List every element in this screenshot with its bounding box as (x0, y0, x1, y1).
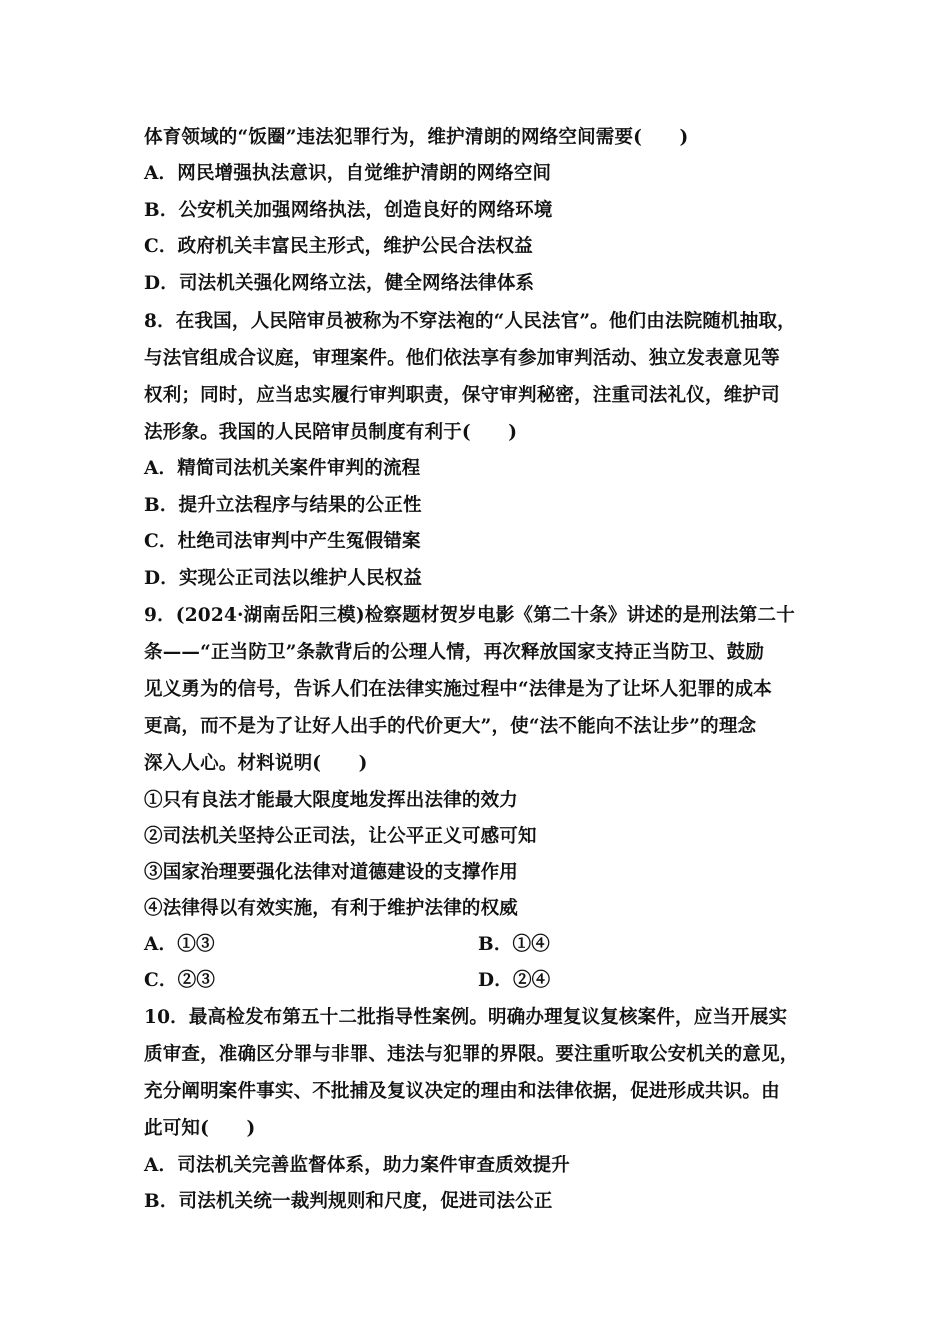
q9-stem-line-4: 更高，而不是为了让好人出手的代价更大”，使“法不能向不法让步”的理念 (144, 716, 757, 737)
q9-statement-3: ③国家治理要强化法律对道德建设的支撑作用 (144, 862, 519, 883)
q10-option-a: A．司法机关完善监督体系，助力案件审查质效提升 (144, 1155, 570, 1176)
q8-option-b: B．提升立法程序与结果的公正性 (144, 495, 422, 516)
q7-option-c: C．政府机关丰富民主形式，维护公民合法权益 (144, 236, 533, 257)
q8-option-d: D．实现公正司法以维护人民权益 (144, 568, 423, 589)
q8-stem-line-2: 与法官组成合议庭，审理案件。他们依法享有参加审判活动、独立发表意见等 (144, 348, 780, 369)
q9-option-b: B．①④ (478, 934, 550, 955)
q10-stem-line-4: 此可知( ) (144, 1118, 256, 1139)
q8-option-c: C．杜绝司法审判中产生冤假错案 (144, 531, 421, 552)
q7-stem-tail: 体育领域的“饭圈”违法犯罪行为，维护清朗的网络空间需要( ) (144, 127, 689, 148)
q9-statement-4: ④法律得以有效实施，有利于维护法律的权威 (144, 898, 519, 919)
q10-stem-line-3: 充分阐明案件事实、不批捕及复议决定的理由和法律依据，促进形成共识。由 (144, 1081, 780, 1102)
q9-stem-line-2: 条——“正当防卫”条款背后的公理人情，再次释放国家支持正当防卫、鼓励 (144, 642, 765, 663)
q7-option-b: B．公安机关加强网络执法，创造良好的网络环境 (144, 200, 553, 221)
q9-statement-2: ②司法机关坚持公正司法，让公平正义可感可知 (144, 826, 537, 847)
q9-statement-1: ①只有良法才能最大限度地发挥出法律的效力 (144, 790, 519, 811)
q10-stem-line-1: 10．最高检发布第五十二批指导性案例。明确办理复议复核案件，应当开展实 (144, 1007, 788, 1028)
q9-option-a: A．①③ (144, 934, 215, 955)
q9-option-c: C．②③ (144, 970, 216, 991)
q9-stem-line-5: 深入人心。材料说明( ) (144, 753, 368, 774)
q9-stem-line-3: 见义勇为的信号，告诉人们在法律实施过程中“法律是为了让坏人犯罪的成本 (144, 679, 772, 700)
q8-stem-line-4: 法形象。我国的人民陪审员制度有利于( ) (144, 422, 518, 443)
q7-option-a: A．网民增强执法意识，自觉维护清朗的网络空间 (144, 163, 552, 184)
q8-stem-line-3: 权利；同时，应当忠实履行审判职责，保守审判秘密，注重司法礼仪，维护司 (144, 385, 780, 406)
q8-stem-line-1: 8．在我国，人民陪审员被称为不穿法袍的“人民法官”。他们由法院随机抽取， (144, 311, 796, 332)
q10-stem-line-2: 质审查，准确区分罪与非罪、违法与犯罪的界限。要注重听取公安机关的意见， (144, 1044, 799, 1065)
q8-option-a: A．精简司法机关案件审判的流程 (144, 458, 421, 479)
q9-stem-line-1: 9．(2024·湖南岳阳三模)检察题材贺岁电影《第二十条》讲述的是刑法第二十 (144, 605, 795, 626)
q10-option-b: B．司法机关统一裁判规则和尺度，促进司法公正 (144, 1191, 553, 1212)
q7-option-d: D．司法机关强化网络立法，健全网络法律体系 (144, 273, 535, 294)
q9-option-d: D．②④ (478, 970, 551, 991)
